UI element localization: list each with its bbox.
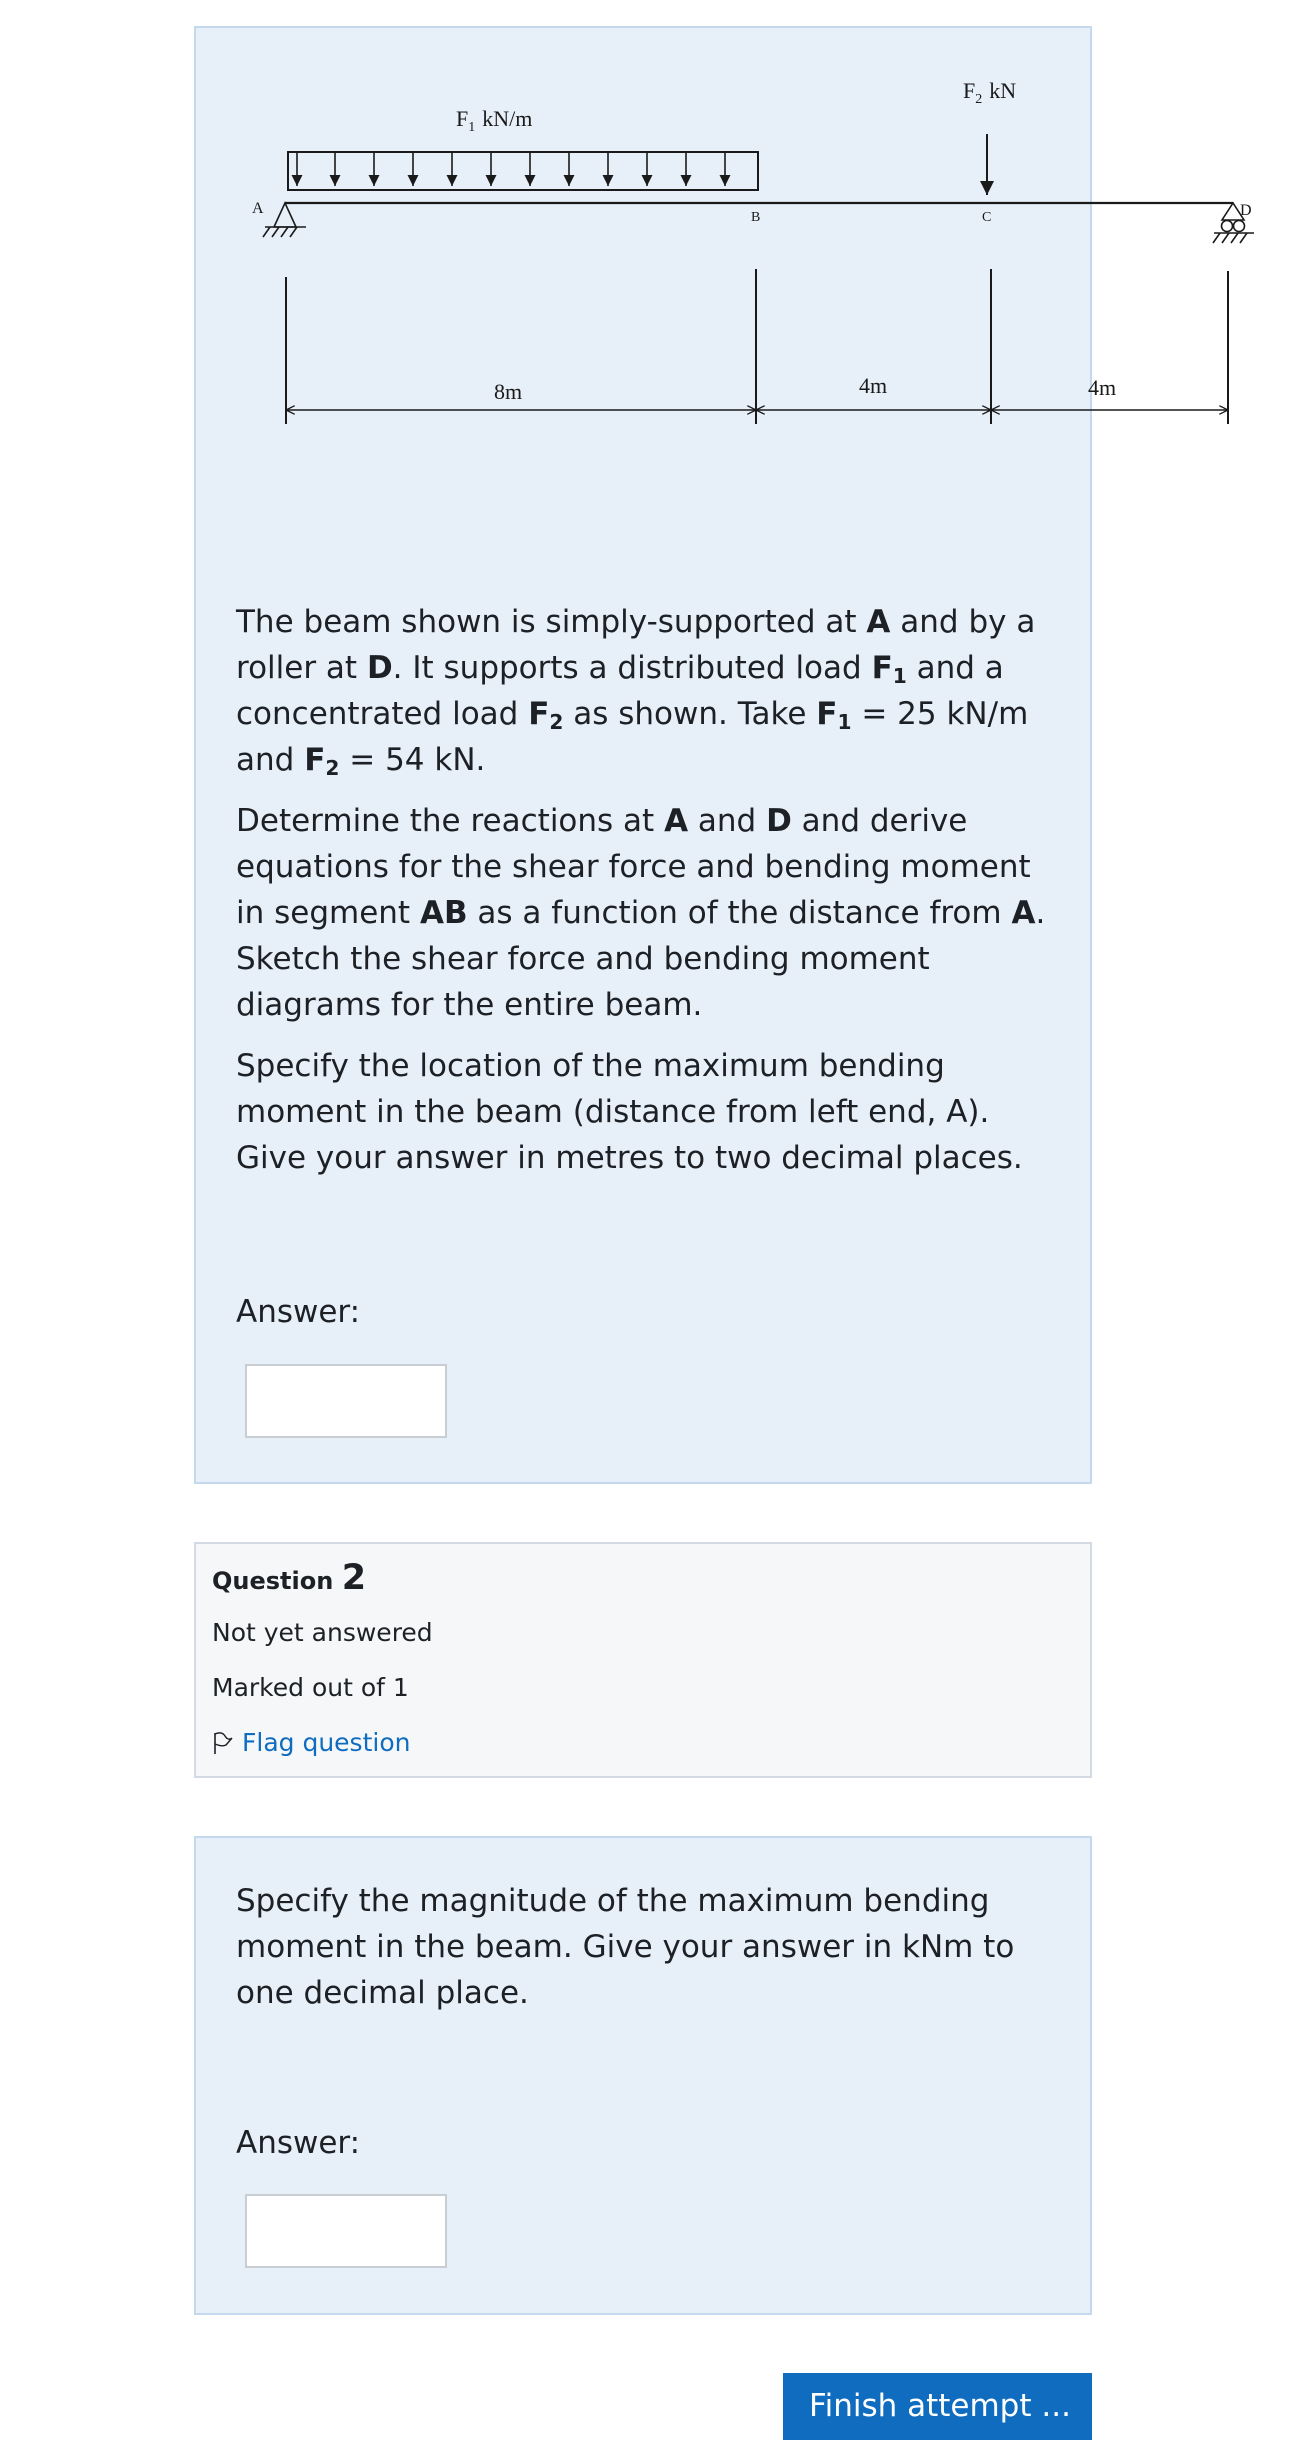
point-a-label: A — [252, 200, 264, 217]
dim-cd-label: 4m — [1088, 375, 1117, 400]
pin-support-a — [263, 203, 306, 237]
f2-label: $F_2$ kN — [963, 78, 1017, 107]
point-b-label: B — [751, 210, 761, 225]
flag-question-link[interactable] — [212, 1728, 410, 1757]
dimension-lines — [286, 269, 1228, 424]
question-2-text: Specify the magnitude of the maximum bending moment in the beam. Give your answer in kNm to one decimal place. — [236, 1883, 1015, 2011]
finish-attempt-button[interactable]: Finish attempt ... — [783, 2373, 1092, 2440]
question-1-paragraph-1: The beam shown is simply-supported at A and by a roller at D. It supports a distributed load $F_1$ and a concentrated load $F_2$ as shown. Take $F_1 = 25$ kN/m and $F_2 = 54$ kN. — [236, 604, 1036, 781]
answer-2-input[interactable] — [245, 2194, 447, 2268]
question-number: Question 2 — [212, 1558, 367, 1598]
question-status: Not yet answered — [212, 1618, 433, 1647]
dim-ab-label: 8m — [494, 379, 523, 404]
answer-2-label: Answer: — [236, 2125, 361, 2161]
dim-bc-label: 4m — [859, 373, 888, 398]
beam-diagram — [230, 55, 1270, 455]
distributed-load — [288, 152, 758, 190]
point-d-label: D — [1240, 202, 1252, 219]
f1-label: $F_1$ kN/m — [456, 106, 533, 135]
question-1-paragraph-2: Determine the reactions at A and D and derive equations for the shear force and bending moment in segment AB as a function of the distance from A. Sketch the shear force and bending moment diagrams for the entire beam. — [236, 803, 1046, 1023]
question-marks: Marked out of 1 — [212, 1673, 409, 1702]
flag-icon — [212, 1731, 234, 1755]
point-c-label: C — [982, 210, 992, 225]
question-1-paragraph-3: Specify the location of the maximum bending moment in the beam (distance from left end, A). Give your answer in metres to two decimal places. — [236, 1048, 1023, 1176]
answer-1-label: Answer: — [236, 1294, 361, 1330]
answer-1-input[interactable] — [245, 1364, 447, 1438]
flag-question-label: Flag question — [242, 1728, 411, 1757]
question-1-text — [236, 599, 1056, 1196]
